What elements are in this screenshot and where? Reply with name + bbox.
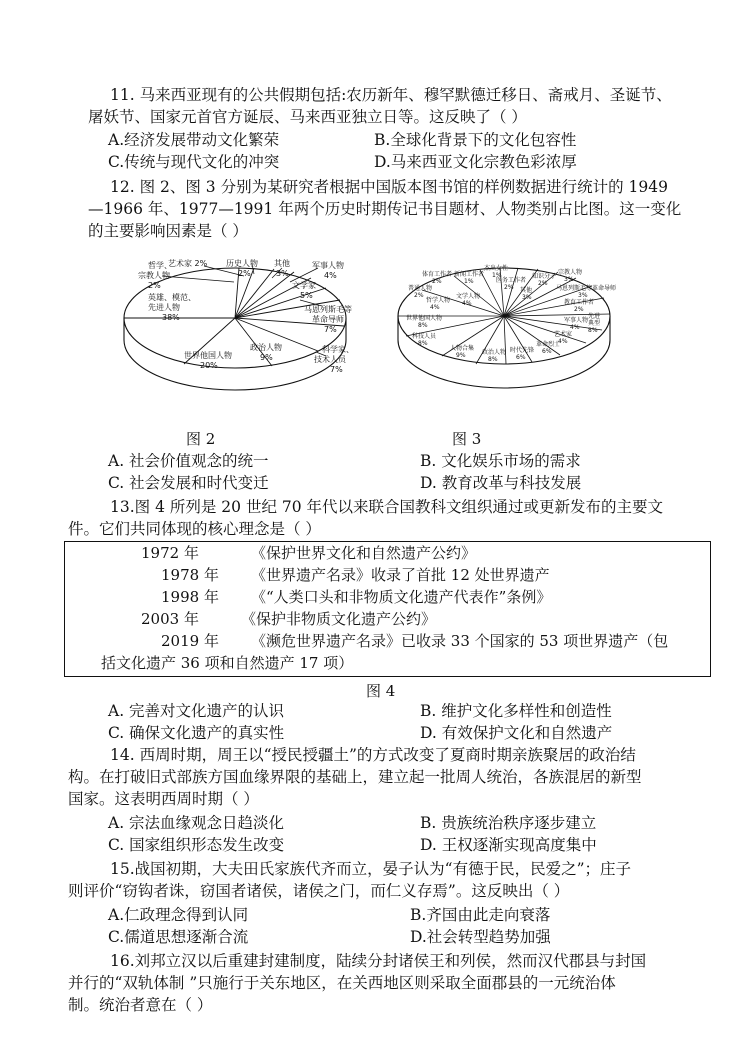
label-intel: 知识分子 2% [532, 273, 557, 287]
option-d[interactable]: D. 王权逐渐实现高度集中 [420, 836, 597, 854]
question-16-line1: 16.刘邦立汉以后重建封建制度，陆续分封诸侯王和列侯，然而汉代郡县与封国 [110, 952, 647, 970]
question-12-options [108, 450, 718, 494]
figure-2-pie-chart [104, 256, 374, 411]
label-coll: 人物合集 9% [450, 345, 475, 359]
label-news: 新闻工作者 1% [454, 271, 485, 285]
label-era: 时代先锋 6% [510, 347, 535, 361]
label-rel: 宗教人物 3% [558, 269, 583, 283]
figure-3-pie-chart [392, 256, 632, 411]
label-world: 世界他国人物 8% [406, 315, 443, 329]
label-marx: 马恩列斯毛等革命导师 3% [556, 285, 617, 299]
figure-3-caption: 图 3 [452, 430, 482, 448]
question-14-line3: 国家。这表明西周时期（ ） [68, 790, 259, 808]
label-sci: 科技人员 8% [412, 333, 437, 347]
option-c[interactable]: C.儒道思想逐渐合流 [108, 928, 249, 946]
label-marx: 马恩列斯毛等革命导师 7% [304, 305, 352, 334]
question-11-line2: 屠妖节、国家元首官方诞辰、马来西亚独立日等。这反映了（ ） [88, 108, 527, 126]
question-16-line3: 制。统治者意在（ ） [68, 996, 213, 1014]
question-11 [88, 84, 718, 128]
figure-2-caption: 图 2 [186, 430, 216, 448]
label-phil: 哲学、宗教人物 2% [138, 261, 172, 290]
option-b[interactable]: B. 文化娱乐市场的需求 [420, 452, 581, 470]
label-lit: 文学家 5% [292, 281, 316, 300]
row-year: 1998 年 [161, 588, 219, 606]
row-text: 《保护世界文化和自然遗产公约》 [251, 544, 477, 562]
label-med: 医务工作者 2% [496, 277, 527, 291]
question-15 [68, 858, 718, 902]
label-mil: 军事人物 4% [564, 317, 589, 331]
option-b[interactable]: B. 贵族统治秩序逐步建立 [420, 814, 597, 832]
question-12 [88, 176, 718, 242]
question-13-options [108, 700, 718, 744]
label-art: 艺术家 2% [168, 259, 208, 268]
row-continuation: 括文化遗产 36 项和自然遗产 17 项） [101, 654, 354, 672]
question-12-line1: 12. 图 2、图 3 分别为某研究者根据中国版本图书馆的样例数据进行统计的 1949 [110, 178, 668, 196]
row-year: 2019 年 [161, 632, 219, 650]
label-sport: 体育工作者 2% [422, 271, 453, 285]
figure-4-table [64, 541, 711, 677]
label-world: 世界他国人物 20% [184, 351, 232, 370]
row-year: 1972 年 [141, 544, 199, 562]
label-sci: 科学家、技术人员 7% [314, 345, 354, 374]
row-text: 《濒危世界遗产名录》已收录 33 个国家的 53 项世界遗产（包 [251, 632, 669, 650]
label-lit: 文学人物 4% [456, 293, 481, 307]
option-d[interactable]: D.社会转型趋势加强 [410, 928, 551, 946]
option-d[interactable]: D. 教育改革与科技发展 [420, 474, 582, 492]
question-15-line2: 则评价“窃钩者诛，窃国者诸侯，诸侯之门，而仁义存焉”。这反映出（ ） [68, 882, 570, 900]
row-text: 《“人类口头和非物质文化遗产代表作”条例》 [251, 588, 552, 606]
row-year: 2003 年 [141, 610, 199, 628]
label-fem: 杰出女性 1% [484, 265, 509, 279]
question-13 [68, 496, 718, 540]
option-c[interactable]: C. 社会发展和时代变迁 [108, 474, 269, 492]
question-12-line3: 的主要影响因素是（ ） [88, 222, 248, 240]
question-11-line1: 11. 马来西亚现有的公共假期包括:农历新年、穆罕默德迁移日、斋戒月、圣诞节、 [110, 86, 672, 104]
question-14-options [108, 812, 718, 856]
option-a[interactable]: A. 宗法血缘观念日趋淡化 [108, 814, 285, 832]
label-mart: 革命烈士 6% [536, 341, 561, 355]
figure-4-caption: 图 4 [366, 682, 396, 700]
option-a[interactable]: A.经济发展带动文化繁荣 [108, 131, 280, 149]
question-16-line2: 并行的“双轨体制 ”只施行于关东地区，在关西地区则采取全面郡县的一元统治体 [68, 974, 616, 992]
question-15-line1: 15.战国初期，大夫田氏家族代齐而立，晏子认为“有德于民，民爱之”；庄子 [110, 860, 632, 878]
question-13-line2: 件。它们共同体现的核心理念是（ ） [68, 520, 321, 538]
option-a[interactable]: A. 完善对文化遗产的认识 [108, 702, 285, 720]
option-b[interactable]: B.全球化背景下的文化包容性 [374, 131, 577, 149]
option-a[interactable]: A.仁政理念得到认同 [108, 906, 249, 924]
question-14-line2: 构。在打破旧式部族方国血缘界限的基础上，建立起一批周人统治，各族混居的新型 [68, 768, 642, 786]
question-15-options [108, 904, 718, 948]
option-c[interactable]: C.传统与现代文化的冲突 [108, 153, 280, 171]
question-16 [68, 950, 718, 1016]
question-14-line1: 14. 西周时期，周王以“授民授疆土”的方式改变了夏商时期亲族聚居的政治结 [110, 746, 636, 764]
label-adv: 先进典型 8% [588, 313, 601, 334]
question-13-line1: 13.图 4 所列是 20 世纪 70 年代以来联合国教科文组织通过或更新发布的主要文 [110, 498, 664, 516]
option-d[interactable]: D. 有效保护文化和自然遗产 [420, 724, 613, 742]
label-hist: 历史人物 2% [226, 259, 258, 278]
option-a[interactable]: A. 社会价值观念的统一 [108, 452, 269, 470]
question-11-options [108, 129, 718, 173]
label-ord: 普通人物 2% [408, 285, 433, 299]
label-edu: 教育工作者 2% [564, 299, 595, 313]
label-other: 其他 3% [274, 259, 290, 278]
question-12-line2: —1966 年、1977—1991 年两个历史时期传记书目题材、人物类别占比图。这一变化 [88, 200, 682, 218]
row-year: 1978 年 [161, 566, 219, 584]
question-14 [68, 744, 718, 810]
label-mil: 军事人物 4% [312, 261, 344, 280]
row-text: 《保护非物质文化遗产公约》 [241, 610, 437, 628]
option-b[interactable]: B.齐国由此走向衰落 [410, 906, 551, 924]
option-d[interactable]: D.马来西亚文化宗教色彩浓厚 [374, 153, 577, 171]
label-hero: 英雄、模范、先进人物 38% [148, 293, 196, 322]
label-pol: 政治人物 8% [482, 349, 507, 363]
option-c[interactable]: C. 确保文化遗产的真实性 [108, 724, 285, 742]
option-b[interactable]: B. 维护文化多样性和创造性 [420, 702, 612, 720]
label-other: 其他 3% [520, 287, 533, 301]
label-art: 艺术家 4% [554, 331, 573, 345]
option-c[interactable]: C. 国家组织形态发生改变 [108, 836, 285, 854]
label-politic: 政治人物 9% [250, 343, 282, 362]
label-phil: 哲学人物 4% [426, 297, 451, 311]
row-text: 《世界遗产名录》收录了首批 12 处世界遗产 [251, 566, 550, 584]
